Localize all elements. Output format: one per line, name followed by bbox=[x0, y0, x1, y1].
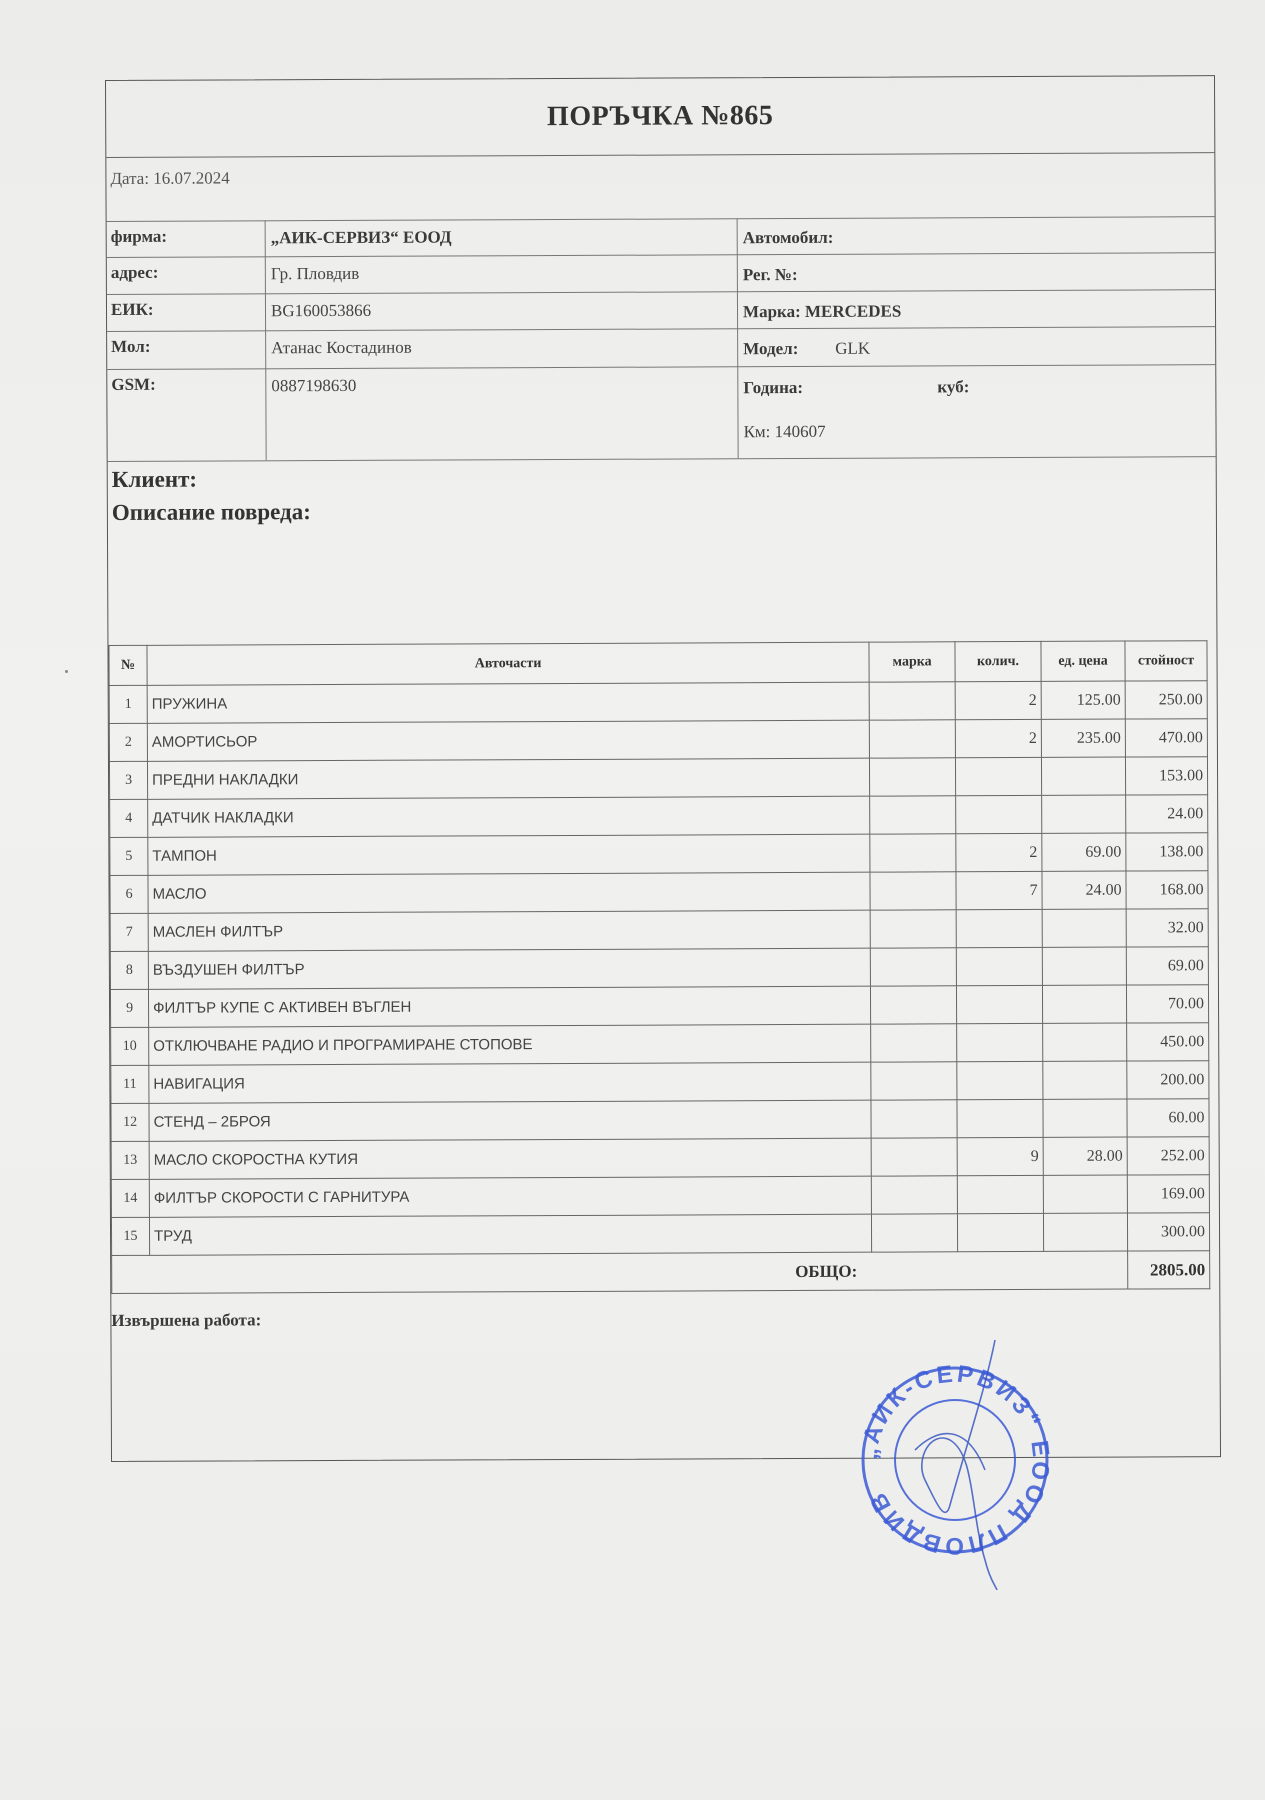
part-brand bbox=[871, 1214, 957, 1252]
table-row bbox=[110, 985, 1208, 1028]
part-unit-price bbox=[1042, 947, 1126, 985]
part-unit-price: 125.00 bbox=[1041, 681, 1125, 719]
row-number: 12 bbox=[111, 1103, 149, 1141]
grid-line bbox=[107, 216, 1215, 222]
table-row bbox=[111, 1099, 1209, 1142]
part-unit-price bbox=[1043, 1175, 1127, 1213]
table-row bbox=[111, 1061, 1209, 1104]
part-value: 250.00 bbox=[1125, 681, 1207, 719]
part-unit-price bbox=[1043, 1061, 1127, 1099]
table-row bbox=[111, 1023, 1209, 1066]
part-unit-price: 235.00 bbox=[1041, 719, 1125, 757]
part-brand bbox=[869, 682, 955, 720]
part-name: ПРУЖИНА bbox=[147, 682, 869, 723]
table-row bbox=[110, 871, 1208, 914]
table-row bbox=[109, 719, 1207, 762]
part-unit-price bbox=[1043, 1099, 1127, 1137]
grid-line bbox=[107, 289, 1215, 295]
part-brand bbox=[870, 834, 956, 872]
row-number: 6 bbox=[110, 875, 148, 913]
company-stamp bbox=[855, 1330, 1055, 1590]
part-brand bbox=[870, 948, 956, 986]
firm-label: фирма: bbox=[110, 226, 168, 246]
part-quantity bbox=[956, 795, 1042, 833]
part-unit-price bbox=[1042, 909, 1126, 947]
part-value: 300.00 bbox=[1127, 1213, 1209, 1251]
part-unit-price bbox=[1042, 985, 1126, 1023]
table-row bbox=[111, 1213, 1209, 1256]
part-brand bbox=[871, 1024, 957, 1062]
stamp-text: „АИК-СЕРВИЗ“ ЕООД ПЛОВДИВ bbox=[855, 1360, 1055, 1560]
part-unit-price bbox=[1043, 1213, 1127, 1251]
part-quantity bbox=[956, 909, 1042, 947]
part-value: 24.00 bbox=[1126, 795, 1208, 833]
part-quantity bbox=[957, 1213, 1043, 1251]
year-label: Година: bbox=[743, 377, 804, 398]
row-number: 11 bbox=[111, 1065, 149, 1103]
part-brand bbox=[869, 758, 955, 796]
mol-value: Атанас Костадинов bbox=[271, 337, 412, 358]
part-unit-price bbox=[1043, 1023, 1127, 1061]
grid-line bbox=[108, 456, 1216, 462]
part-brand bbox=[871, 1100, 957, 1138]
part-name: СТЕНД – 2БРОЯ bbox=[149, 1100, 871, 1141]
row-number: 5 bbox=[110, 837, 148, 875]
part-value: 252.00 bbox=[1127, 1137, 1209, 1175]
part-brand bbox=[869, 720, 955, 758]
part-quantity bbox=[955, 757, 1041, 795]
part-quantity: 2 bbox=[956, 833, 1042, 871]
part-name: ФИЛТЪР СКОРОСТИ С ГАРНИТУРА bbox=[149, 1176, 871, 1217]
part-brand bbox=[871, 1138, 957, 1176]
part-quantity: 2 bbox=[955, 681, 1041, 719]
part-brand bbox=[870, 986, 956, 1024]
part-unit-price bbox=[1041, 757, 1125, 795]
gsm-label: GSM: bbox=[111, 374, 156, 394]
part-value: 60.00 bbox=[1127, 1099, 1209, 1137]
part-name: ОТКЛЮЧВАНЕ РАДИО И ПРОГРАМИРАНЕ СТОПОВЕ bbox=[149, 1024, 871, 1065]
model-value: GLK bbox=[835, 338, 871, 358]
total-label: ОБЩО: bbox=[112, 1251, 1128, 1293]
car-label: Автомобил: bbox=[742, 227, 834, 248]
total-value: 2805.00 bbox=[1128, 1251, 1210, 1289]
row-number: 8 bbox=[110, 951, 148, 989]
part-name: НАВИГАЦИЯ bbox=[149, 1062, 871, 1103]
reg-label: Рег. №: bbox=[742, 264, 798, 285]
part-brand bbox=[870, 872, 956, 910]
row-number: 9 bbox=[110, 989, 148, 1027]
table-row bbox=[110, 833, 1208, 876]
eik-value: BG160053866 bbox=[270, 300, 372, 321]
part-name: ТАМПОН bbox=[148, 834, 870, 875]
part-name: ТРУД bbox=[149, 1214, 871, 1255]
work-done-label: Извършена работа: bbox=[111, 1310, 262, 1330]
part-unit-price: 24.00 bbox=[1042, 871, 1126, 909]
part-name: ВЪЗДУШЕН ФИЛТЪР bbox=[148, 948, 870, 989]
model-label: Модел: bbox=[743, 338, 799, 359]
part-value: 200.00 bbox=[1127, 1061, 1209, 1099]
row-number: 7 bbox=[110, 913, 148, 951]
part-value: 69.00 bbox=[1126, 947, 1208, 985]
total-row bbox=[112, 1251, 1210, 1294]
svg-text:„АИК-СЕРВИЗ“ ЕООД ПЛОВДИВ bbox=[856, 1361, 1055, 1560]
part-value: 138.00 bbox=[1126, 833, 1208, 871]
row-number: 10 bbox=[111, 1027, 149, 1065]
eik-label: ЕИК: bbox=[110, 299, 154, 319]
col-header-unit-price: ед. цена bbox=[1041, 641, 1125, 681]
part-unit-price: 28.00 bbox=[1043, 1137, 1127, 1175]
part-unit-price: 69.00 bbox=[1042, 833, 1126, 871]
part-name: ФИЛТЪР КУПЕ С АКТИВЕН ВЪГЛЕН bbox=[148, 986, 870, 1027]
grid-line bbox=[107, 252, 1215, 258]
part-value: 32.00 bbox=[1126, 909, 1208, 947]
part-unit-price bbox=[1042, 795, 1126, 833]
grid-line bbox=[107, 326, 1215, 332]
part-brand bbox=[870, 910, 956, 948]
part-quantity: 7 bbox=[956, 871, 1042, 909]
part-name: ДАТЧИК НАКЛАДКИ bbox=[148, 796, 870, 837]
col-header-quantity: колич. bbox=[955, 641, 1041, 681]
row-number: 1 bbox=[109, 685, 147, 723]
row-number: 13 bbox=[111, 1141, 149, 1179]
table-header-row bbox=[109, 641, 1207, 686]
row-number: 4 bbox=[110, 799, 148, 837]
table-row bbox=[111, 1137, 1209, 1180]
row-number: 2 bbox=[109, 723, 147, 761]
part-value: 153.00 bbox=[1125, 757, 1207, 795]
col-header-parts: Авточасти bbox=[147, 642, 869, 685]
client-section bbox=[112, 462, 311, 529]
row-number: 14 bbox=[111, 1179, 149, 1217]
damage-description-label: Описание повреда: bbox=[111, 499, 311, 525]
table-row bbox=[109, 757, 1207, 800]
table-row bbox=[110, 795, 1208, 838]
col-header-value: стойност bbox=[1125, 641, 1207, 681]
mol-label: Мол: bbox=[111, 336, 151, 356]
table-row bbox=[109, 681, 1207, 724]
address-value: Гр. Пловдив bbox=[270, 263, 360, 284]
part-quantity bbox=[957, 1099, 1043, 1137]
table-row bbox=[110, 909, 1208, 952]
part-value: 169.00 bbox=[1127, 1175, 1209, 1213]
order-date: Дата: 16.07.2024 bbox=[110, 168, 230, 188]
part-quantity bbox=[956, 947, 1042, 985]
part-value: 70.00 bbox=[1126, 985, 1208, 1023]
order-title: ПОРЪЧКА №865 bbox=[106, 76, 1214, 158]
order-form bbox=[105, 75, 1221, 1462]
table-row bbox=[111, 1175, 1209, 1218]
grid-line bbox=[107, 364, 1215, 370]
car-make: Марка: MERCEDES bbox=[742, 301, 902, 322]
part-quantity bbox=[957, 1175, 1043, 1213]
part-name: ПРЕДНИ НАКЛАДКИ bbox=[147, 758, 869, 799]
part-quantity bbox=[957, 1023, 1043, 1061]
part-quantity bbox=[956, 985, 1042, 1023]
part-name: АМОРТИСЬОР bbox=[147, 720, 869, 761]
part-quantity: 9 bbox=[957, 1137, 1043, 1175]
part-brand bbox=[871, 1176, 957, 1214]
part-quantity: 2 bbox=[955, 719, 1041, 757]
part-name: МАСЛО СКОРОСТНА КУТИЯ bbox=[149, 1138, 871, 1179]
col-header-number: № bbox=[109, 645, 147, 685]
part-value: 470.00 bbox=[1125, 719, 1207, 757]
gsm-value: 0887198630 bbox=[271, 375, 357, 396]
part-name: МАСЛЕН ФИЛТЪР bbox=[148, 910, 870, 951]
part-brand bbox=[871, 1062, 957, 1100]
col-header-brand: марка bbox=[869, 642, 955, 682]
firm-value: „АИК-СЕРВИЗ“ ЕООД bbox=[270, 227, 452, 248]
cc-label: куб: bbox=[937, 377, 970, 397]
part-value: 450.00 bbox=[1127, 1023, 1209, 1061]
address-label: адрес: bbox=[110, 262, 159, 282]
part-quantity bbox=[957, 1061, 1043, 1099]
part-value: 168.00 bbox=[1126, 871, 1208, 909]
part-name: МАСЛО bbox=[148, 872, 870, 913]
paper-speck bbox=[65, 670, 68, 673]
row-number: 3 bbox=[109, 761, 147, 799]
client-label: Клиент: bbox=[111, 466, 198, 492]
parts-table bbox=[108, 640, 1210, 1294]
table-row bbox=[110, 947, 1208, 990]
km-reading: Км: 140607 bbox=[743, 421, 826, 442]
part-brand bbox=[870, 796, 956, 834]
row-number: 15 bbox=[111, 1217, 149, 1255]
